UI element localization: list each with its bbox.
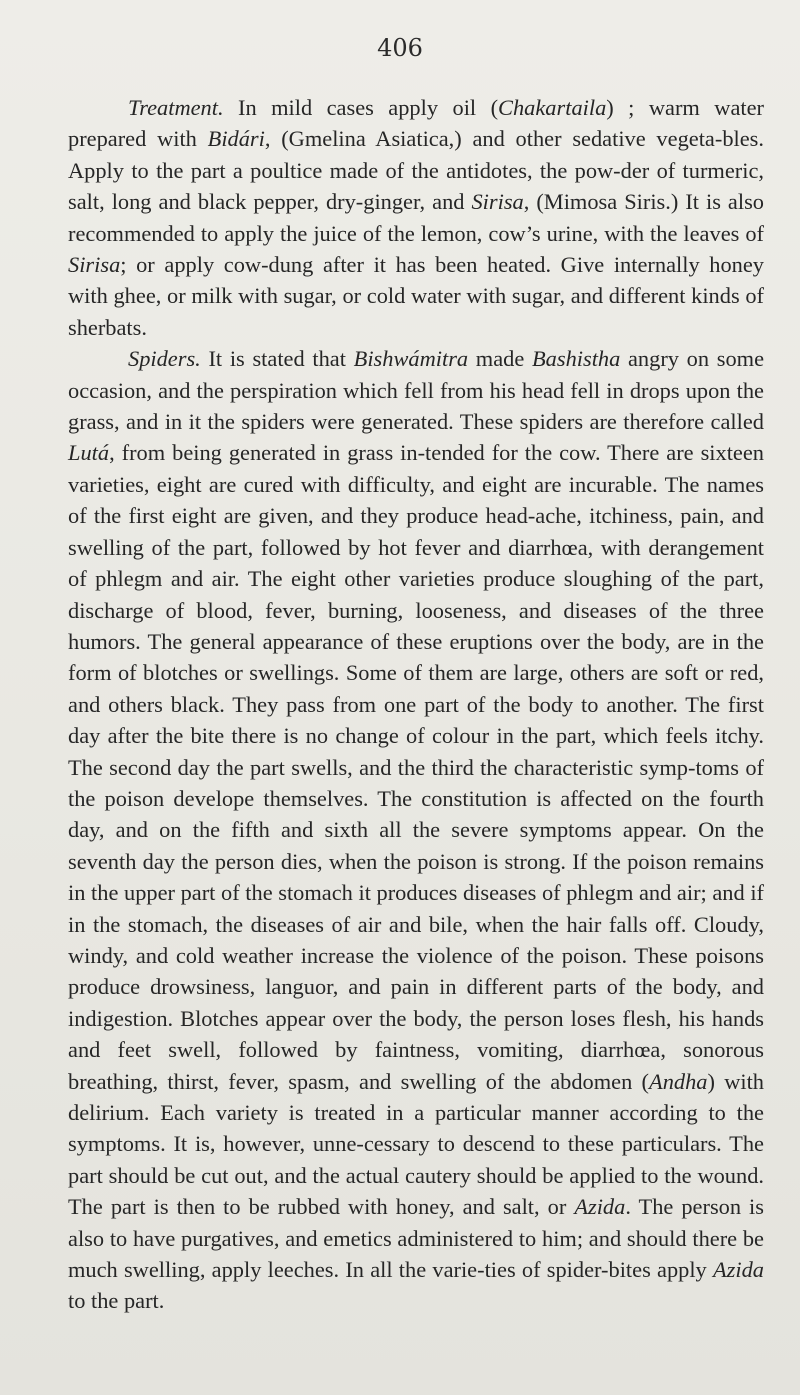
text-run: Bidári xyxy=(207,126,265,152)
text-run: Bashistha xyxy=(531,346,621,372)
text-run: , (Mimosa Siris.) It is also recommended to apply the juice of the lemon, cow’s urine, with the leaves of xyxy=(68,189,765,246)
text-run: angry on some occasion, and the perspiration which fell from his head fell in drops upon the grass, and in it the spiders were generated. These spiders are therefore called xyxy=(68,346,765,435)
text-run: ) with delirium. Each variety is treated in a particular manner according to the symptoms. It is, however, unne-cessary to descend to these particulars. The part should be cut out, and the actual cautery should be applied to the wound. The part is then to be rubbed with honey, and salt, or xyxy=(68,1068,764,1220)
text-run: It is stated that xyxy=(200,346,354,372)
text-run: Lutá xyxy=(68,440,110,466)
text-run: Azida xyxy=(574,1194,626,1220)
text-run: to the part. xyxy=(68,1288,165,1314)
text-run: ; or apply cow-dung after it has been heated. Give internally honey with ghee, or milk with sugar, or cold water with sugar, and different kinds of sherbats. xyxy=(68,252,764,340)
text-run: . The person is also to have purgatives, and emetics administered to him; and should there be much swelling, apply leeches. In all the varie-ties of spider-bites apply xyxy=(68,1194,764,1283)
text-run: Bishwámitra xyxy=(353,346,469,372)
text-run: Andha xyxy=(649,1068,708,1094)
text-run: In mild cases apply oil ( xyxy=(223,95,499,120)
text-run: Sirisa xyxy=(471,189,524,215)
text-run: Treatment. xyxy=(128,95,224,120)
text-run: ) ; warm water prepared with xyxy=(68,95,764,152)
body-text xyxy=(68,92,764,1317)
text-run: Spiders. xyxy=(128,346,201,372)
text-run: , (Gmelina Asiatica,) and other sedative vegeta-bles. Apply to the part a poultice made of the antidotes, the pow-der of turmeric, salt, long and black pepper, dry-ginger, and xyxy=(68,126,764,215)
paragraph-spiders xyxy=(68,343,764,1317)
text-run: Chakartaila xyxy=(498,95,607,120)
page-number: 406 xyxy=(377,34,423,62)
text-run: Azida xyxy=(712,1257,764,1283)
paragraph-treatment xyxy=(68,92,764,343)
text-run: made xyxy=(468,346,532,372)
text-run: , from being generated in grass in-tended for the cow. There are sixteen varieties, eight are cured with difficulty, and eight are incurable. The names of the first eight are given, and they produce head-ache, itchiness, pain, and swelling of the part, followed by hot fever and diarrhœa, with derangement of phlegm and air. The eight other varieties produce sloughing of the part, discharge of blood, fever, burning, looseness, and diseases of the three humors. The general appearance of these eruptions over the body, are in the form of blotches or swellings. Some of them are large, others are soft or red, and others black. They pass from one part of the body to another. The first day after the bite there is no change of colour in the part, which feels itchy. The second day the part swells, and the third the characteristic symp-toms of the poison develope themselves. The constitution is affected on the fourth day, and on the fifth and sixth all the severe symptoms appear. On the seventh day the person dies, when the poison is strong. If the poison remains in the upper part of the stomach it produces diseases of phlegm and air; and if in the stomach, the diseases of air and bile, when the hair falls off. Cloudy, windy, and cold weather increase the violence of the poison. These poisons produce drowsiness, languor, and pain in different parts of the body, and indigestion. Blotches appear over the body, the person loses flesh, his hands and feet swell, followed by faintness, vomiting, diarrhœa, sonorous breathing, thirst, fever, spasm, and swelling of the abdomen ( xyxy=(68,440,764,1094)
text-run: Sirisa xyxy=(68,252,121,278)
